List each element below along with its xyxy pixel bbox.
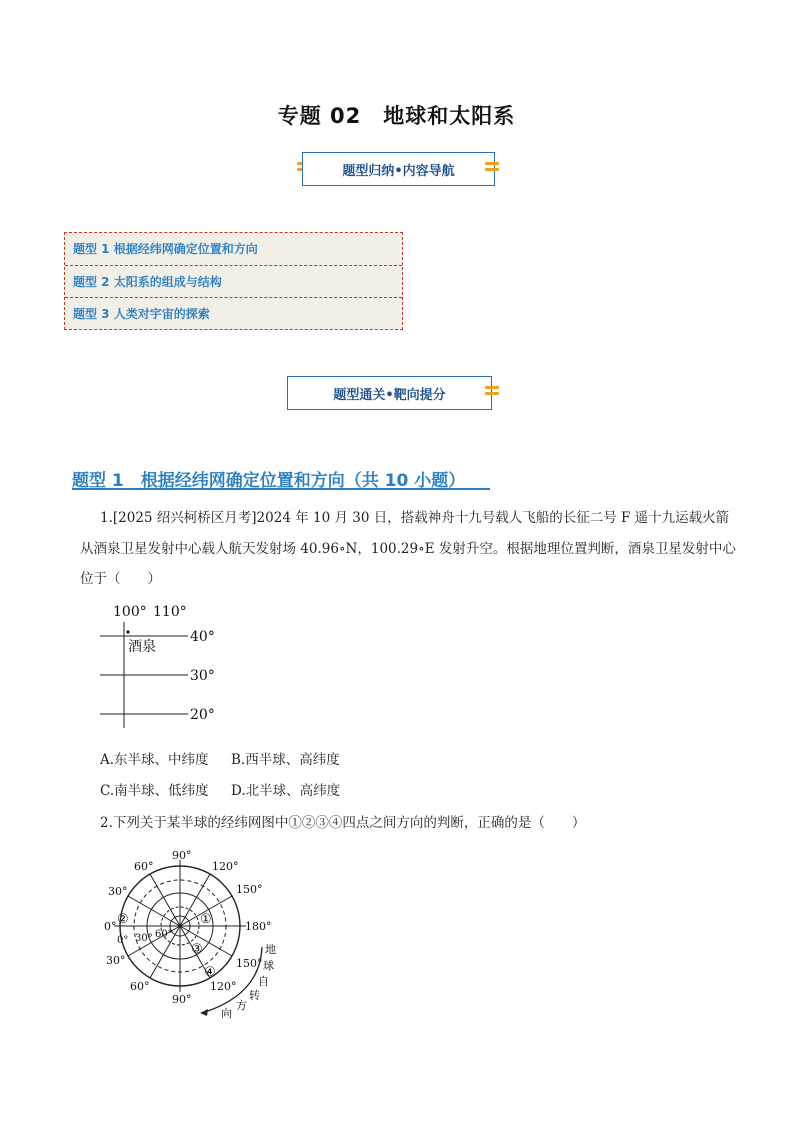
q1-graticule-figure <box>96 600 226 730</box>
lat-label-40: 40° <box>190 629 215 645</box>
q1-option-c[interactable]: C.南半球、低纬度 <box>100 783 209 799</box>
lon-label-180: 180° <box>245 920 272 933</box>
rotation-label-char4: 转 <box>249 989 260 1002</box>
lon-label-0: 0° <box>104 920 117 933</box>
q1-option-d[interactable]: D.北半球、高纬度 <box>231 783 341 799</box>
point-3: ③ <box>191 942 203 957</box>
rotation-label-char5: 方 <box>236 999 247 1012</box>
nav-item-type1[interactable]: 题型 1 根据经纬网确定位置和方向 <box>73 242 258 256</box>
lat-label-30: 30° <box>190 668 215 684</box>
lon-label-bottom-90: 90° <box>172 993 192 1006</box>
place-label: 酒泉 <box>128 639 156 655</box>
point-4: ④ <box>204 965 216 980</box>
lon-label-60-upper: 60° <box>134 860 154 873</box>
rotation-label-char1: 地 <box>265 943 276 956</box>
jiuquan-point <box>126 630 129 633</box>
content-navigation <box>64 232 403 330</box>
lon-label-100: 100° <box>113 604 147 620</box>
lon-label-150: 150° <box>236 883 263 896</box>
section-underline <box>72 488 490 490</box>
banner-right-decoration <box>485 162 499 174</box>
q2-polar-graticule-figure <box>100 845 300 1020</box>
lon-label-30-lower: 30° <box>106 954 126 967</box>
lon-label-110: 110° <box>153 604 187 620</box>
q1-option-b[interactable]: B.西半球、高纬度 <box>231 752 340 768</box>
nav-item-type2[interactable]: 题型 2 太阳系的组成与结构 <box>65 265 402 297</box>
lat-label-20: 20° <box>190 707 215 723</box>
rotation-label-char2: 球 <box>263 959 274 972</box>
rotation-label-full: 地球自转方向 <box>100 845 106 846</box>
rotation-arrowhead <box>200 1009 208 1016</box>
lon-label-top-90: 90° <box>172 849 192 862</box>
q1-line1: 1.[2025 绍兴柯桥区月考]2024 年 10 月 30 日，搭载神舟十九号载人飞船的长征二号 F 遥十九运载火箭 <box>100 510 730 526</box>
inner-label-0: 0° <box>117 935 129 946</box>
point-1: ① <box>200 912 212 927</box>
lon-label-60-lower: 60° <box>130 980 150 993</box>
lon-label-120-lower: 120° <box>210 980 237 993</box>
banner-right-decoration <box>485 386 499 398</box>
q2-text: 2.下列关于某半球的经纬网图中①②③④四点之间方向的判断，正确的是（ ） <box>100 815 586 831</box>
lon-label-120: 120° <box>212 860 239 873</box>
q1-line3: 位于（ ） <box>80 571 161 587</box>
page-title: 专题 02 地球和太阳系 <box>277 104 516 128</box>
rotation-label-char6: 向 <box>221 1007 232 1020</box>
practice-banner: 题型通关•靶向提分 <box>287 376 492 410</box>
lon-label-150-lower: 150° <box>236 957 263 970</box>
q1-line2: 从酒泉卫星发射中心载人航天发射场 40.96∘N，100.29∘E 发射升空。根据地理位置判断，酒泉卫星发射中心 <box>80 541 736 557</box>
section-heading: 题型 1 根据经纬网确定位置和方向（共 10 小题） <box>72 471 466 491</box>
lon-label-30-upper: 30° <box>108 885 128 898</box>
q1-option-a[interactable]: A.东半球、中纬度 <box>100 752 209 768</box>
point-2: ② <box>117 912 129 927</box>
inner-label-30: 30° <box>135 933 153 944</box>
rotation-label-char3: 自 <box>258 975 269 988</box>
nav-item-type3[interactable]: 题型 3 人类对宇宙的探索 <box>65 297 402 329</box>
inner-label-60: 60° <box>155 929 173 940</box>
nav-banner: 题型归纳•内容导航 <box>302 152 495 186</box>
